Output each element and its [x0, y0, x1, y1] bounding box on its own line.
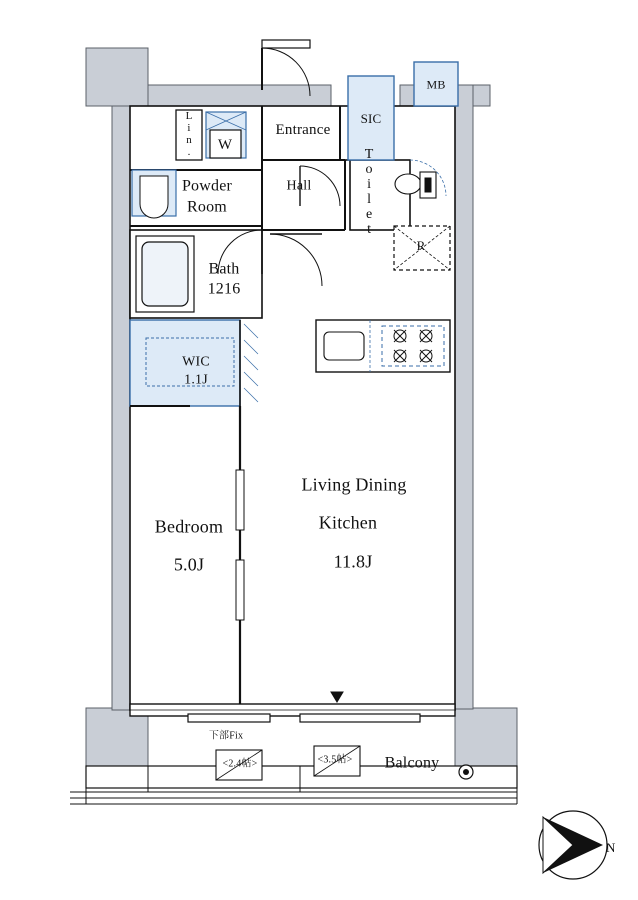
building-outline [86, 48, 517, 778]
room-label-balcony: Balcony [384, 754, 440, 772]
room-label-entrance: Entrance [275, 121, 331, 138]
room-label-bath: Bath [208, 260, 240, 278]
compass-icon [539, 811, 607, 879]
room-label-linen: Lin. [182, 110, 195, 158]
room-label-bedroom: Bedroom [154, 516, 224, 537]
room-label-ldk-line2: Kitchen [318, 512, 378, 533]
room-label-mb: MB [426, 77, 446, 92]
annotation-window-3-5: <3.5帖> [317, 754, 353, 766]
room-label-toilet: Toilet [361, 147, 377, 237]
room-size-bath: 1216 [207, 280, 241, 298]
room-label-sic: SIC [360, 110, 382, 126]
room-size-ldk: 11.8J [333, 551, 373, 572]
room-label-refrigerator: R [416, 237, 426, 253]
annotation-fix-window: 下部Fix [208, 730, 244, 742]
compass-north-label: N [606, 840, 616, 855]
room-size-wic: 1.1J [184, 372, 208, 388]
annotation-window-2-4: <2.4帖> [222, 758, 258, 770]
room-label-ldk-line1: Living Dining [301, 474, 407, 495]
room-label-hall: Hall [286, 178, 312, 194]
room-label-washer: W [217, 136, 233, 153]
room-size-bedroom: 5.0J [173, 554, 205, 575]
room-label-powder-room-line2: Room [187, 198, 227, 216]
room-label-powder-room-line1: Powder [181, 177, 233, 195]
room-label-wic: WIC [182, 354, 210, 370]
